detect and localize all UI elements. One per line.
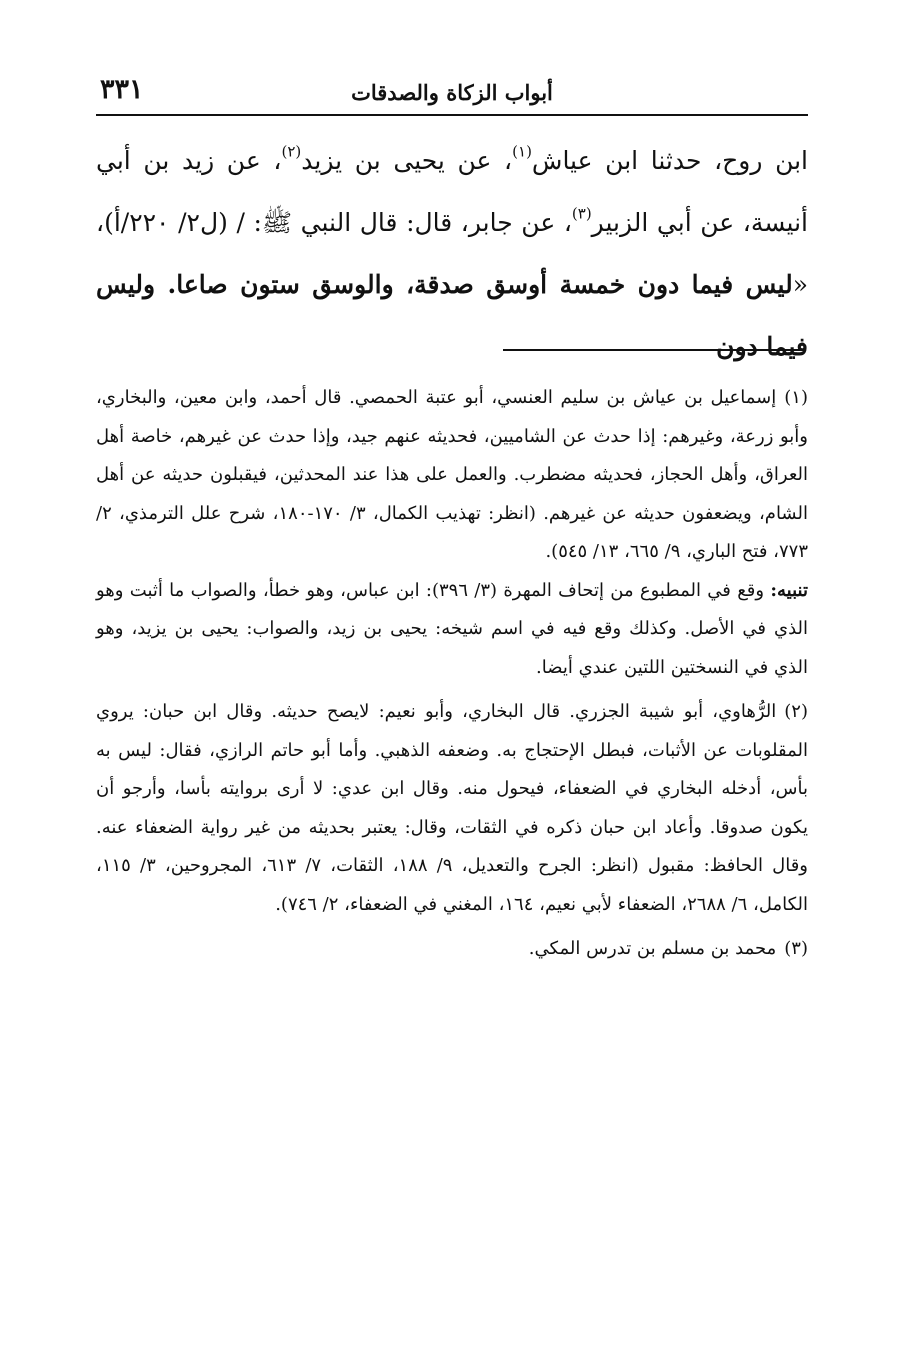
running-title: أبواب الزكاة والصدقات: [351, 80, 553, 105]
footnote-1: [96, 379, 808, 687]
footnote-notice: [96, 572, 808, 688]
footnote-number: (٢): [784, 701, 808, 722]
footnote-number: (١): [784, 387, 808, 408]
main-text-part: ابن روح، حدثنا ابن عياش: [531, 146, 808, 175]
footnote-ref-3: (٣): [571, 204, 592, 223]
footnote-text: محمد بن مسلم بن تدرس المكي.: [528, 938, 777, 959]
footnote-number: (٣): [784, 938, 808, 959]
main-text-part: ، عن جابر، قال: قال النبي ﷺ: / (ل٢/ ٢٢٠/أ)، «: [96, 208, 808, 299]
page-number: ٣٣١: [100, 74, 144, 105]
footnote-separator: [503, 349, 803, 351]
footnote-3: [96, 930, 808, 969]
main-text: [96, 130, 808, 378]
footnote-ref-2: (٢): [281, 142, 302, 161]
footnote-references: (انظر: تهذيب الكمال، ٣/ ١٧٠-١٨٠، شرح علل الترمذي، ٢/ ٧٧٣، فتح الباري، ٩/ ٦٦٥، ١٣/ ٥٤٥).: [96, 502, 808, 562]
footnotes: [96, 379, 808, 975]
footnote-text: الرُّهاوي، أبو شيبة الجزري. قال البخاري، وأبو نعيم: لايصح حديثه. وقال ابن حبان: يروي المقلوبات عن الأثبات، فبطل الإحتجاج به. وضعفه الذهبي. وأما أبو حاتم الرازي، فقال: ليس به بأس، أدخله البخاري في الضعفاء، فيحول منه. وقال ابن عدي: لا أرى بروايته بأسا، وأرجو أن يكون صدوقا. وأعاد ابن حبان ذكره في الثقات، وقال: يعتبر بحديثه من غير رواية الضعفاء عنه. وقال الحافظ: مقبول: [96, 701, 808, 876]
footnote-2: [96, 693, 808, 924]
main-text-part: ، عن زيد بن أبي أنيسة، عن أبي الزبير: [96, 146, 808, 237]
footnote-ref-1: (١): [512, 142, 532, 161]
notice-text: وقع في المطبوع من إتحاف المهرة (٣/ ٣٩٦): ابن عباس، وهو خطأ، والصواب ما أثبت وهو الذي في الأصل. وكذلك وقع فيه في اسم شيخه: يحيى بن زيد، والصواب: يحيى بن يزيد، وهو الذي في النسختين اللتين عندي أيضا.: [96, 579, 808, 678]
hadith-text: ليس فيما دون خمسة أوسق صدقة، والوسق ستون صاعا. وليس فيما دون: [96, 270, 808, 361]
footnote-references: (انظر: الجرح والتعديل، ٩/ ١٨٨، الثقات، ٧/ ٦١٣، المجروحين، ٣/ ١١٥، الكامل، ٦/ ٢٦٨٨، الضعفاء لأبي نعيم، ١٦٤، المغني في الضعفاء، ٢/ ٧٤٦).: [96, 855, 808, 915]
main-text-part: ، عن يحيى بن يزيد: [301, 146, 513, 175]
running-header: [96, 74, 808, 116]
notice-label: تنبيه:: [770, 579, 808, 601]
footnote-text: إسماعيل بن عياش بن سليم العنسي، أبو عتبة الحمصي. قال أحمد، وابن معين، والبخاري، وأبو زرعة، وغيرهم: إذا حدث عن الشاميين، فحديثه عنهم جيد، وإذا حدث عن غيرهم، خاصة أهل العراق، وأهل الحجاز، فحديثه مضطرب. والعمل على هذا عند المحدثين، فيقبلون حديثه عن أهل الشام، ويضعفون حديثه عن غيرهم.: [96, 387, 808, 524]
